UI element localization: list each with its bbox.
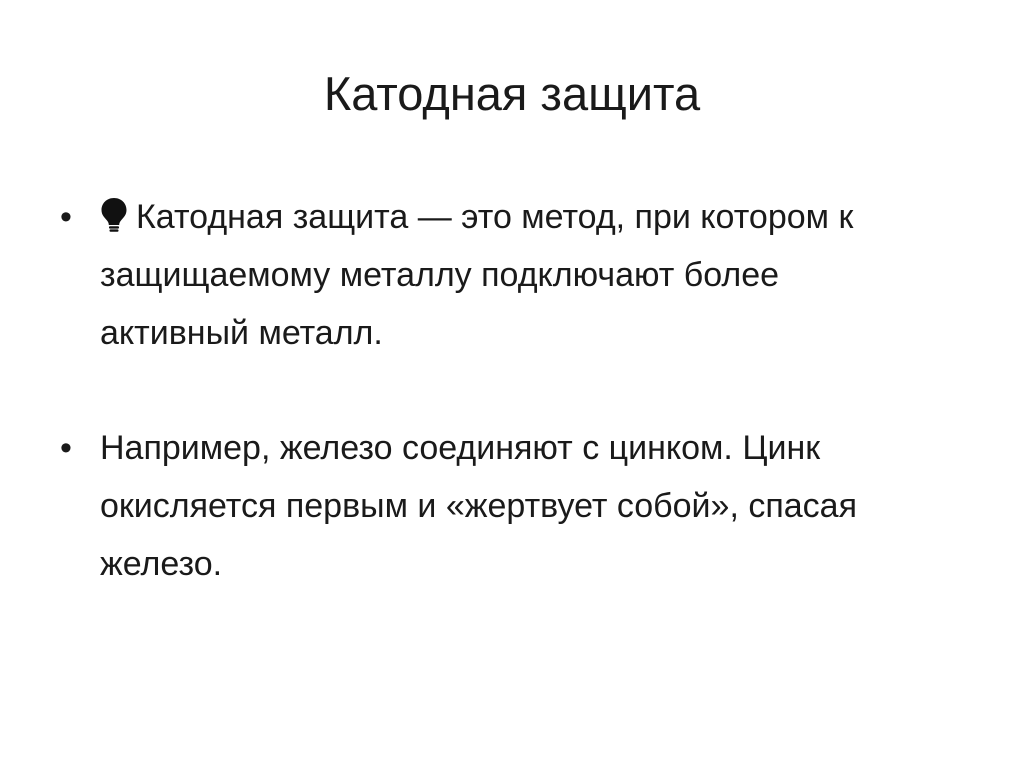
bullet-list	[60, 188, 920, 593]
bullet-text: Катодная защита — это метод, при котором к защищаемому металлу подключают более активный металл.	[100, 198, 854, 352]
slide-title: Катодная защита	[323, 67, 701, 120]
bullet-marker: •	[60, 429, 72, 467]
bullet-text: Например, железо соединяют с цинком. Цинк окисляется первым и «жертвует собой», спасая железо.	[100, 429, 857, 583]
bullet-item	[60, 419, 920, 593]
bullet-item	[60, 188, 920, 362]
lightbulb-icon	[100, 193, 128, 229]
bullet-marker: •	[60, 198, 72, 236]
